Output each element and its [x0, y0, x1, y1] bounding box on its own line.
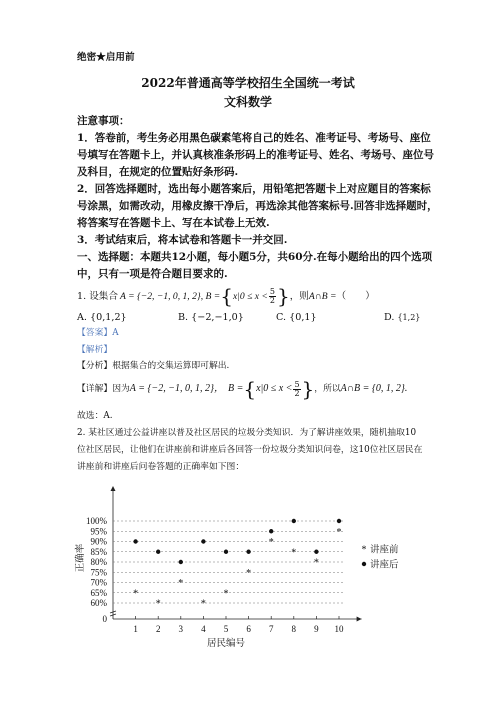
before-lecture-point: * — [313, 557, 319, 569]
y-tick-label: 95% — [90, 526, 107, 537]
detail-fraction-denominator: 2 — [294, 388, 300, 398]
x-tick-label: 3 — [178, 624, 184, 634]
q1-set-a: A = {−2, −1, 0, 1, 2}, B = — [119, 290, 221, 302]
before-lecture-point: * — [223, 588, 229, 600]
option-a-label: A. — [77, 312, 87, 323]
after-lecture-point — [246, 550, 250, 554]
after-lecture-point — [314, 550, 318, 554]
q1-fraction — [269, 288, 276, 305]
before-lecture-point: * — [200, 598, 206, 610]
right-brace: } — [276, 284, 290, 308]
after-lecture-point — [156, 550, 160, 554]
y-tick-label: 90% — [90, 536, 107, 547]
y-tick-label: 75% — [90, 567, 107, 578]
detail-fraction — [293, 381, 300, 398]
detail-left-brace: { — [243, 377, 257, 401]
option-c — [276, 311, 317, 324]
q1-suffix: ，则 — [289, 290, 309, 302]
analysis-label: 【解析】 — [77, 345, 113, 355]
legend-label: 讲座后 — [370, 560, 399, 571]
option-d-label: D. — [384, 312, 395, 323]
question-1-stem — [77, 284, 375, 308]
note-1-line-1: 1．答卷前，考生务必用黑色碳素笔将自己的姓名、准考证号、考场号、座位 — [77, 132, 431, 144]
exam-subject: 文科数学 — [223, 95, 272, 109]
legend-label: 讲座前 — [370, 545, 399, 556]
option-d-value: {1,2} — [397, 313, 421, 322]
detail-result: A∩B = {0, 1, 2}. — [340, 383, 408, 394]
note-2-line-1: 2．回答选择题时，选出每小题答案后，用铅笔把答题卡上对应题目的答案标 — [77, 183, 431, 195]
section-1-line-2: 中，只有一项是符合题目要求的. — [77, 268, 228, 280]
note-1-line-2: 号填写在答题卡上，并认真核准条形码上的准考证号、姓名、考场号、座位号 — [77, 149, 434, 161]
before-lecture-point: * — [268, 537, 274, 548]
before-lecture-point: * — [155, 598, 161, 610]
after-lecture-point — [269, 529, 273, 533]
x-tick-label: 4 — [201, 624, 206, 634]
x-axis-arrow — [357, 617, 362, 622]
y-tick-label: 65% — [90, 587, 107, 598]
before-lecture-point: * — [336, 526, 342, 538]
x-tick-label: 5 — [223, 624, 229, 634]
secret-label: 绝密★启用前 — [77, 52, 135, 63]
option-b-label: B. — [178, 312, 189, 323]
q2-line-2: 位社区居民，让他们在讲座前和讲座后各回答一份垃圾分类知识问卷，这10位社区居民在 — [77, 445, 423, 455]
y-tick-label: 80% — [90, 557, 107, 567]
detail-line — [77, 377, 407, 401]
after-lecture-point — [224, 550, 228, 554]
x-tick-label: 7 — [268, 624, 274, 634]
exam-title: 2022年普通高等学校招生全国统一考试 — [141, 76, 355, 90]
option-a-value: {0,1,2} — [90, 312, 127, 323]
y-tick-label: 70% — [90, 577, 107, 588]
after-lecture-point — [337, 519, 341, 523]
x-axis-label: 居民编号 — [206, 639, 246, 649]
q1-set-b-condition: x|0 ≤ x < — [233, 290, 268, 302]
before-lecture-point: * — [178, 578, 184, 589]
detail-right-brace: } — [301, 377, 315, 401]
y-tick-label: 0 — [102, 614, 107, 624]
option-d — [384, 311, 420, 324]
detail-prefix: 【详解】因为 — [77, 384, 130, 394]
note-1-line-3: 及科目，在规定的位置贴好条形码. — [77, 166, 239, 178]
x-tick-label: 6 — [246, 624, 251, 634]
y-tick-label: 60% — [90, 598, 107, 608]
q1-ask: A∩B = — [308, 290, 337, 302]
q1-paren: （ ） — [336, 290, 375, 302]
after-lecture-point — [292, 519, 296, 523]
answer-label: 【答案】A — [77, 328, 119, 338]
legend-marker-before: * — [361, 544, 367, 556]
x-tick-label: 9 — [314, 624, 319, 634]
detail-set-a: A = {−2, −1, 0, 1, 2}， — [129, 383, 224, 394]
section-1-line-1: 一、选择题：本题共12小题，每小题5分，共60分.在每小题给出的四个选项 — [77, 251, 433, 263]
x-tick-label: 1 — [133, 624, 138, 634]
y-axis-label: 正确率 — [76, 543, 86, 573]
before-lecture-point: * — [291, 547, 297, 559]
option-b — [178, 311, 244, 324]
note-3: 3．考试结束后，将本试卷和答题卡一并交回. — [77, 234, 288, 246]
legend-marker-after — [362, 562, 366, 566]
x-tick-label: 8 — [291, 624, 297, 634]
scatter-chart — [0, 478, 496, 702]
q1-prefix: 1. 设集合 — [77, 290, 118, 302]
option-b-value: {−2,−1,0} — [191, 312, 244, 323]
detail-set-b: B = — [227, 383, 244, 394]
fraction-denominator: 2 — [269, 295, 275, 305]
x-tick-label: 10 — [334, 624, 344, 634]
after-lecture-point — [201, 539, 205, 543]
notes-heading: 注意事项： — [77, 115, 130, 127]
conclusion: 故选：A. — [77, 411, 113, 421]
before-lecture-point: * — [246, 567, 252, 579]
note-2-line-3: 将答案写在答题卡上、写在本试卷上无效. — [77, 217, 270, 229]
after-lecture-point — [133, 539, 137, 543]
before-lecture-point: * — [133, 588, 139, 600]
y-axis-arrow — [111, 486, 116, 491]
detail-fraction-numerator: 5 — [294, 379, 300, 389]
analysis-text: 【分析】根据集合的交集运算即可解出. — [77, 361, 230, 371]
y-tick-label: 100% — [86, 516, 107, 526]
detail-mid: ，所以 — [314, 384, 341, 394]
note-2-line-2: 号涂黑，如需改动，用橡皮擦干净后，再选涂其他答案标号.回答非选择题时， — [77, 200, 438, 212]
y-tick-label: 85% — [90, 546, 107, 557]
detail-set-b-condition: x|0 ≤ x < — [256, 383, 293, 394]
q2-line-1: 2. 某社区通过公益讲座以普及社区居民的垃圾分类知识．为了解讲座效果，随机抽取10 — [77, 428, 417, 438]
q2-line-3: 讲座前和讲座后问卷答题的正确率如下图： — [77, 462, 245, 472]
after-lecture-point — [179, 560, 183, 564]
option-c-label: C. — [276, 312, 287, 323]
option-c-value: {0,1} — [289, 312, 317, 323]
left-brace: { — [220, 284, 233, 308]
fraction-numerator: 5 — [269, 286, 275, 296]
x-tick-label: 2 — [155, 624, 161, 634]
option-a — [77, 311, 127, 324]
